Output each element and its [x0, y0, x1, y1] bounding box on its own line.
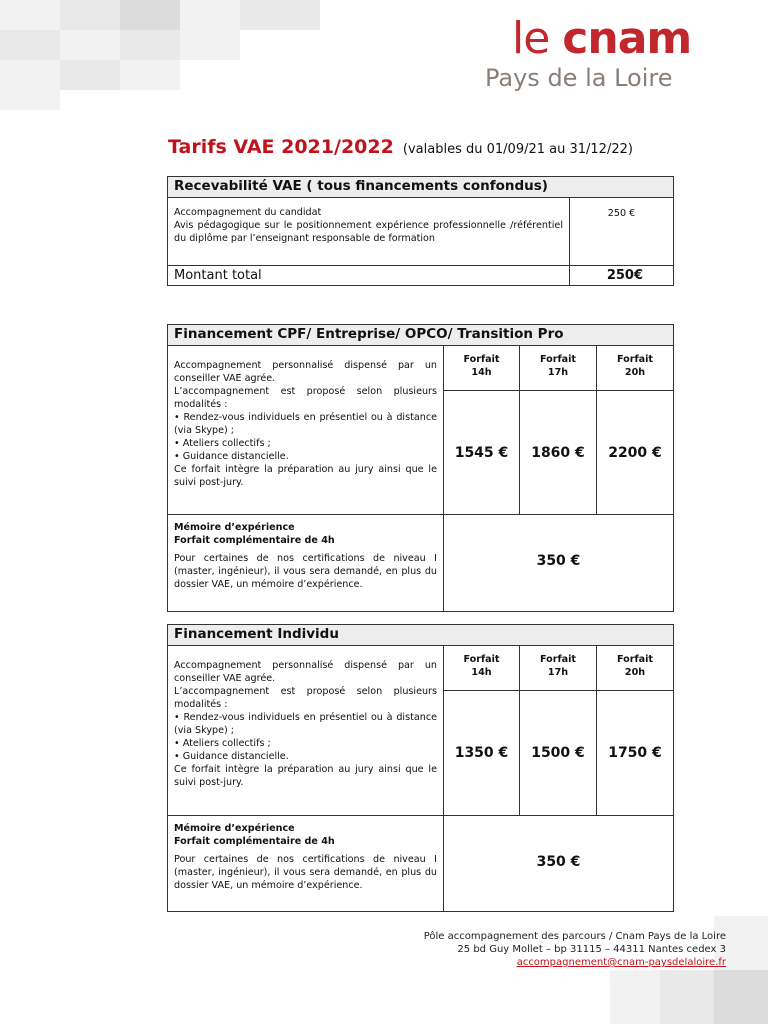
desc-bullet-1: • Rendez-vous individuels en présentiel ou à distance (via Skype) ; — [174, 412, 437, 436]
cpf-price-17h: 1860 € — [520, 391, 597, 515]
page-title — [168, 136, 633, 158]
title-validity: (valables du 01/09/21 au 31/12/22) — [402, 142, 633, 157]
cpf-header: Financement CPF/ Entreprise/ OPCO/ Transition Pro — [168, 325, 674, 346]
memoire-subtitle: Forfait complémentaire de 4h — [174, 836, 335, 847]
individu-forfait-20h: Forfait 20h — [597, 646, 674, 691]
cpf-price-20h: 2200 € — [597, 391, 674, 515]
memoire-title: Mémoire d’expérience — [174, 823, 295, 834]
recevabilite-table — [167, 176, 674, 286]
individu-price-20h: 1750 € — [597, 691, 674, 816]
desc-bullet-2: • Ateliers collectifs ; — [174, 438, 271, 449]
recevabilite-line2: Avis pédagogique sur le positionnement expérience professionnelle /référentiel du diplôme par l’enseignant responsable de formation — [174, 220, 563, 244]
individu-description — [168, 646, 444, 816]
memoire-title: Mémoire d’expérience — [174, 522, 295, 533]
desc-bullet-3: • Guidance distancielle. — [174, 451, 289, 462]
cpf-description — [168, 346, 444, 515]
individu-forfait-14h: Forfait 14h — [444, 646, 520, 691]
memoire-text: Pour certaines de nos certifications de niveau I (master, ingénieur), il vous sera demandé, en plus du dossier VAE, un mémoire d’expérience. — [174, 854, 437, 891]
desc-p1: Accompagnement personnalisé dispensé par un conseiller VAE agrée. — [174, 660, 437, 684]
individu-header: Financement Individu — [168, 625, 674, 646]
footer-address — [424, 930, 726, 969]
cpf-forfait-14h: Forfait 14h — [444, 346, 520, 391]
footer-line2: 25 bd Guy Mollet – bp 31115 – 44311 Nantes cedex 3 — [457, 944, 726, 955]
total-label: Montant total — [168, 266, 570, 286]
individu-forfait-17h: Forfait 17h — [520, 646, 597, 691]
cpf-forfait-17h: Forfait 17h — [520, 346, 597, 391]
cpf-forfait-20h: Forfait 20h — [597, 346, 674, 391]
desc-p3: Ce forfait intègre la préparation au jury ainsi que le suivi post-jury. — [174, 464, 437, 488]
title-main: Tarifs VAE 2021/2022 — [168, 136, 394, 158]
memoire-text: Pour certaines de nos certifications de niveau I (master, ingénieur), il vous sera demandé, en plus du dossier VAE, un mémoire d’expérience. — [174, 553, 437, 590]
cnam-logo — [485, 13, 742, 92]
footer-line1: Pôle accompagnement des parcours / Cnam Pays de la Loire — [423, 931, 726, 942]
cpf-price-14h: 1545 € — [444, 391, 520, 515]
desc-bullet-1: • Rendez-vous individuels en présentiel ou à distance (via Skype) ; — [174, 712, 437, 736]
logo-cnam: cnam — [562, 13, 692, 64]
logo-subtitle: Pays de la Loire — [485, 64, 673, 92]
individu-table — [167, 624, 674, 912]
logo-le: le — [512, 13, 563, 64]
cpf-memoire — [168, 515, 444, 612]
individu-price-14h: 1350 € — [444, 691, 520, 816]
cpf-memoire-price: 350 € — [444, 515, 674, 612]
desc-p1: Accompagnement personnalisé dispensé par un conseiller VAE agrée. — [174, 360, 437, 384]
individu-price-17h: 1500 € — [520, 691, 597, 816]
desc-p3: Ce forfait intègre la préparation au jury ainsi que le suivi post-jury. — [174, 764, 437, 788]
individu-memoire — [168, 816, 444, 912]
cpf-table — [167, 324, 674, 612]
recevabilite-description — [168, 198, 570, 266]
desc-bullet-2: • Ateliers collectifs ; — [174, 738, 271, 749]
memoire-subtitle: Forfait complémentaire de 4h — [174, 535, 335, 546]
footer-email-link[interactable]: accompagnement@cnam-paysdelaloire.fr — [516, 957, 726, 968]
recevabilite-price: 250 € — [570, 198, 674, 266]
recevabilite-line1: Accompagnement du candidat — [174, 207, 322, 218]
recevabilite-header: Recevabilité VAE ( tous financements confondus) — [168, 177, 674, 198]
desc-p2: L’accompagnement est proposé selon plusieurs modalités : — [174, 686, 437, 710]
desc-bullet-3: • Guidance distancielle. — [174, 751, 289, 762]
individu-memoire-price: 350 € — [444, 816, 674, 912]
total-value: 250€ — [570, 266, 674, 286]
desc-p2: L’accompagnement est proposé selon plusieurs modalités : — [174, 386, 437, 410]
